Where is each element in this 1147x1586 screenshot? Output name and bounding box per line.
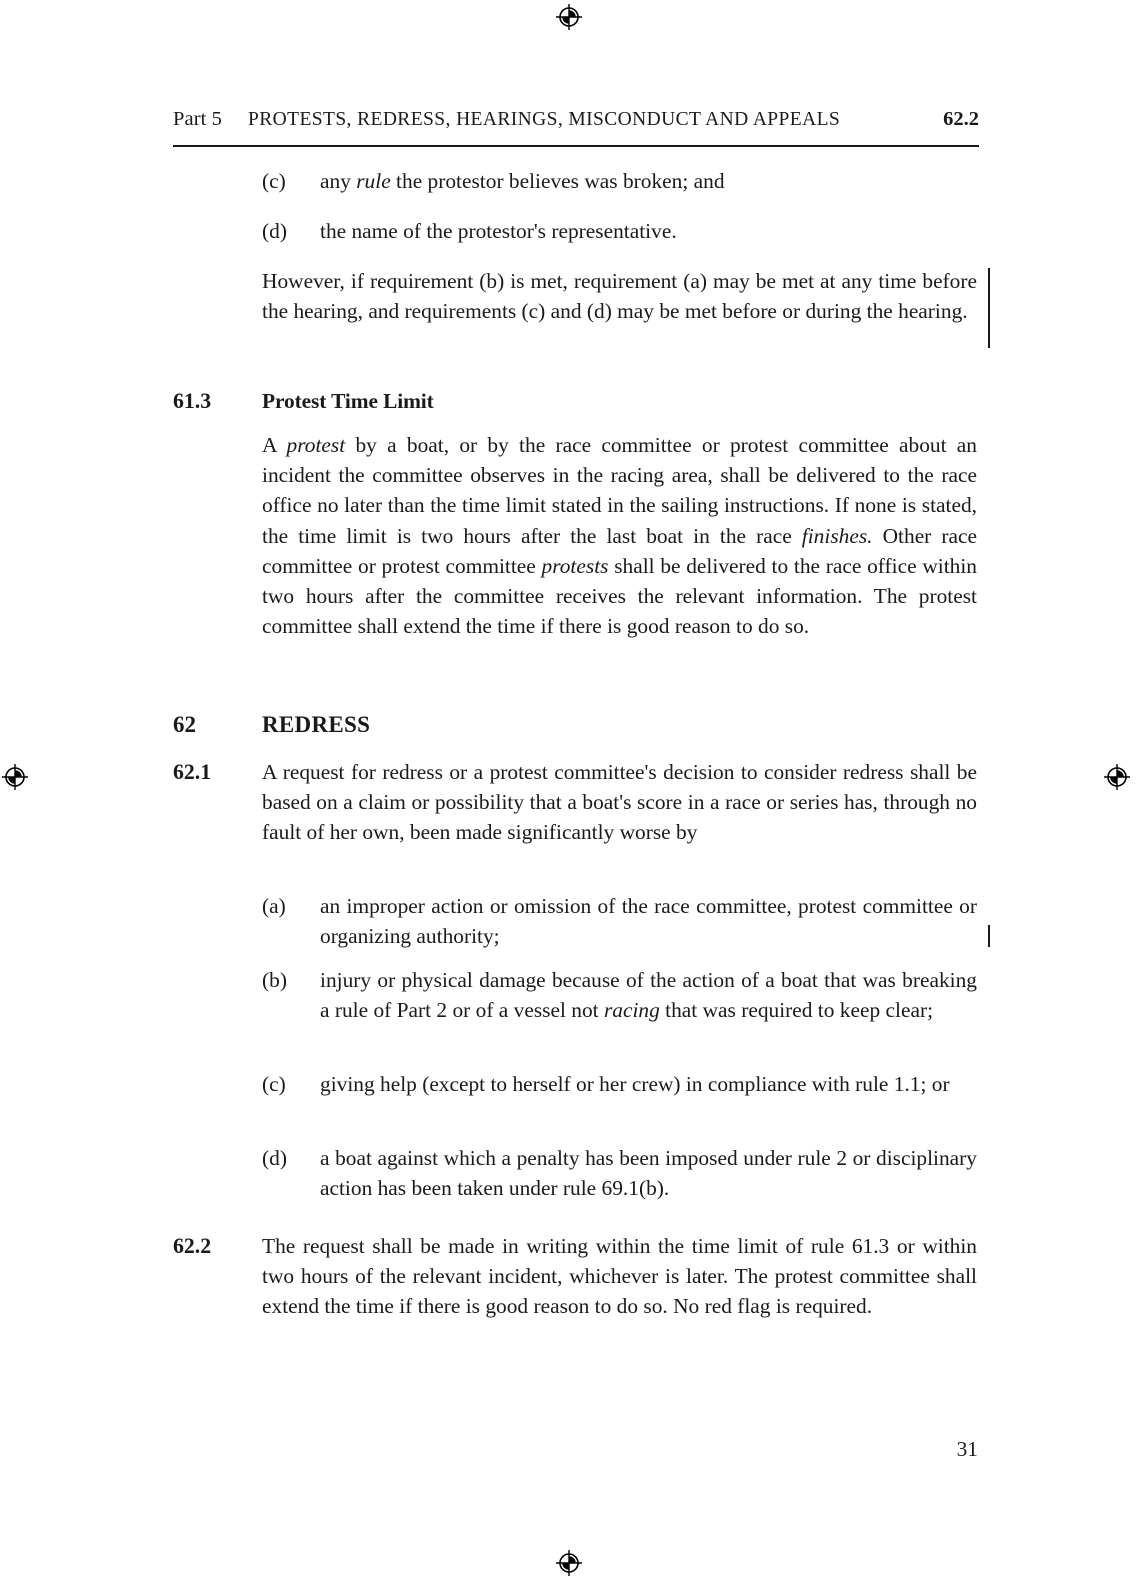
italic-term: racing	[603, 998, 660, 1023]
list-item-text: the name of the protestor's representative.	[320, 219, 677, 243]
italic-term: rule	[356, 169, 391, 193]
registration-mark-right-icon	[1102, 762, 1132, 792]
rule-61-3-heading-row	[173, 386, 977, 416]
page-number: 31	[956, 1437, 978, 1461]
list-item	[262, 965, 977, 1025]
italic-term: protests	[541, 553, 609, 578]
list-item-text: an improper action or omission of the race committee, protest committee or organizing authority;	[320, 894, 977, 949]
list-item	[262, 1143, 977, 1203]
section-62-heading-row	[173, 710, 977, 740]
header-title: PROTESTS, REDRESS, HEARINGS, MISCONDUCT AND APPEALS	[248, 109, 841, 130]
rule-61-3-body: A protest by a boat, or by the race committee or protest committee about an incident the committee observes in the racing area, shall be delivered to the race office no later than the time limit stated in the sailing instructions. If none is stated, the time limit is two hours after the last boat in the race finishes. Other race committee or protest committee protests shall be delivered to the race office within two hours after the committee receives the relevant information. The protest committee shall extend the time if there is good reason to do so.	[262, 433, 977, 639]
header-divider-rule	[173, 145, 979, 147]
rule-heading-text: Protest Time Limit	[262, 389, 434, 413]
list-item-marker: (d)	[262, 1146, 287, 1170]
change-bar	[988, 925, 990, 947]
list-item-marker: (c)	[262, 1072, 286, 1096]
change-bar	[988, 268, 990, 348]
however-paragraph: However, if requirement (b) is met, requirement (a) may be met at any time before the hearing, and requirements (c) and (d) may be met before or during the hearing.	[262, 269, 977, 324]
italic-term: protest	[286, 433, 346, 457]
rule-62-1-row	[173, 757, 977, 848]
list-item	[262, 891, 977, 951]
list-item-text: a boat against which a penalty has been imposed under rule 2 or disciplinary action has been taken under rule 69.1(b).	[320, 1146, 977, 1201]
list-item-marker: (c)	[262, 169, 286, 193]
list-item-text: giving help (except to herself or her crew) in compliance with rule 1.1; or	[320, 1072, 950, 1096]
running-header	[173, 108, 979, 131]
list-item-marker: (d)	[262, 219, 287, 243]
list-item	[262, 216, 977, 246]
section-number: 62	[173, 712, 196, 737]
rule-body-text: A request for redress or a protest committee's decision to consider redress shall be based on a claim or possibility that a boat's score in a race or series has, through no fault of her own, been made significantly worse by	[262, 760, 977, 845]
rule-number: 62.2	[173, 1234, 212, 1258]
rule-body-text: The request shall be made in writing within the time limit of rule 61.3 or within two hours of the relevant incident, whichever is later. The protest committee shall extend the time if there is good reason to do so. No red flag is required.	[262, 1234, 977, 1319]
registration-mark-left-icon	[0, 762, 30, 792]
header-part-label: Part 5	[173, 108, 222, 130]
list-item-marker: (a)	[262, 894, 286, 918]
list-item	[262, 1069, 977, 1099]
header-rule-reference: 62.2	[943, 108, 979, 130]
list-item-text: injury or physical damage because of the action of a boat that was breaking a rule of Part 2 or of a vessel not racing that was required to keep clear;	[320, 968, 977, 1023]
list-item-marker: (b)	[262, 968, 287, 992]
registration-mark-bottom-icon	[554, 1548, 584, 1578]
rule-number: 62.1	[173, 760, 212, 784]
list-item	[262, 166, 977, 196]
list-item-text: any rule the protestor believes was broken; and	[320, 169, 725, 193]
registration-mark-top-icon	[554, 2, 584, 32]
rule-number: 61.3	[173, 389, 212, 413]
section-title: REDRESS	[262, 712, 371, 737]
rule-62-2-row	[173, 1231, 977, 1322]
italic-term: finishes.	[801, 523, 873, 548]
